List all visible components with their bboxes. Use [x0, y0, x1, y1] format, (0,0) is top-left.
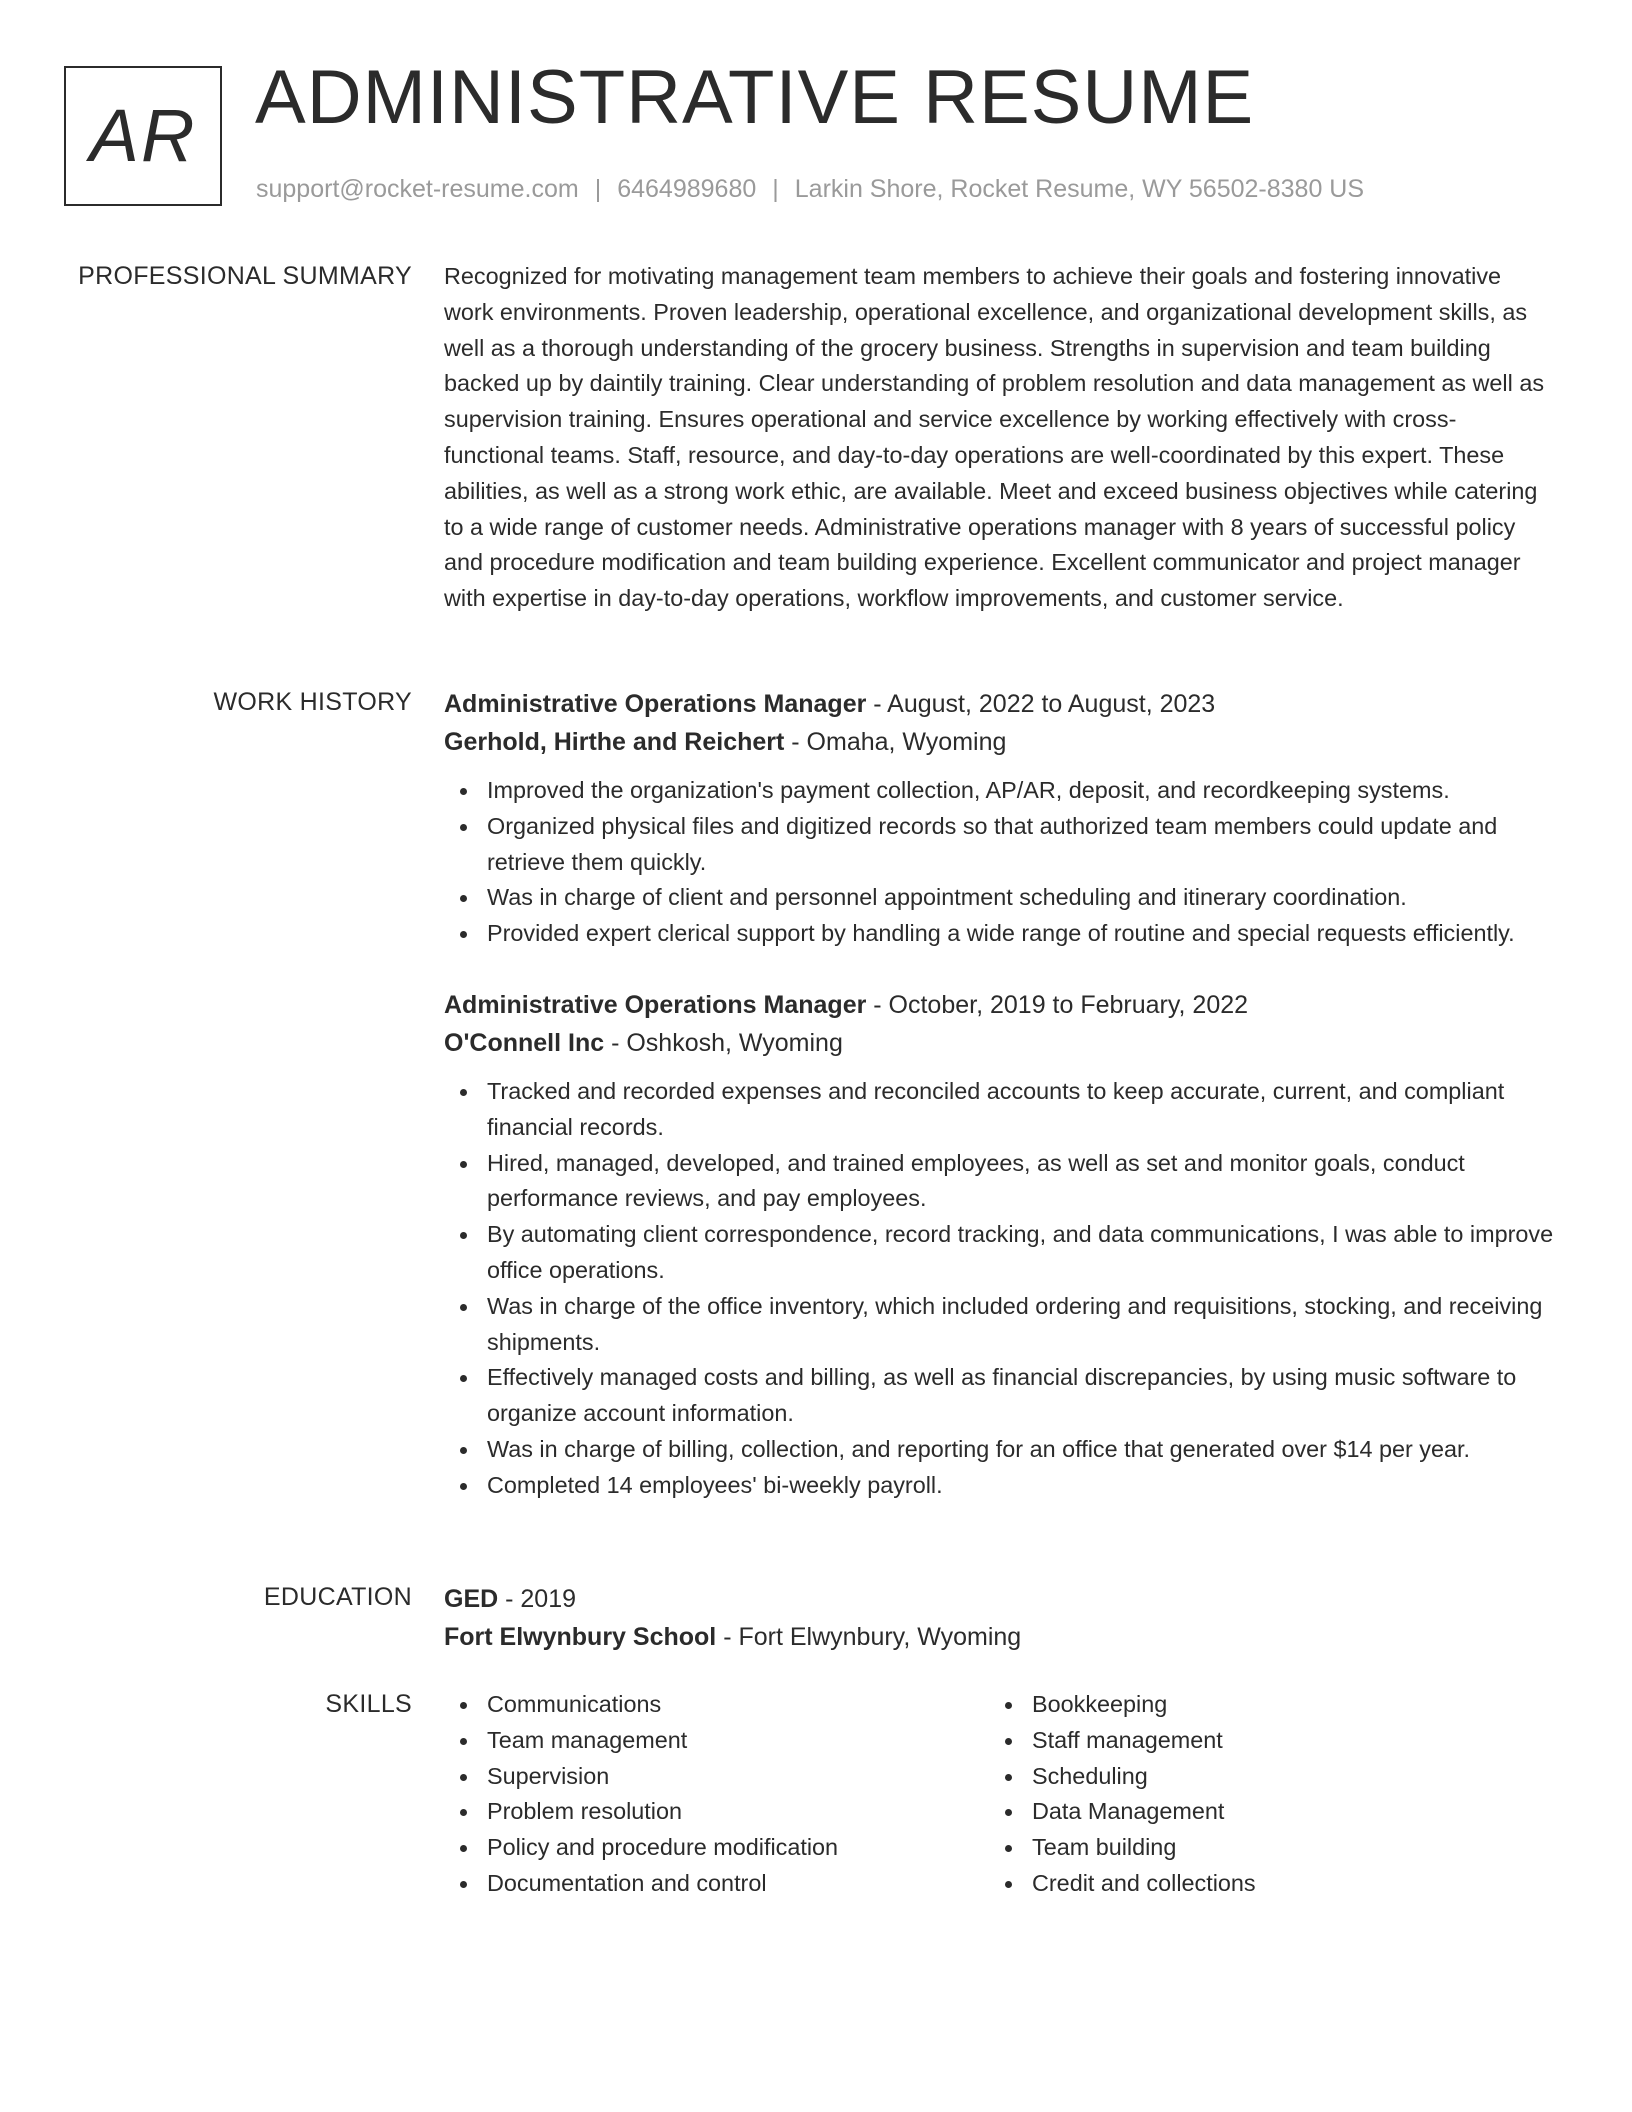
- skill-item: Staff management: [989, 1723, 1534, 1759]
- skills-label: SKILLS: [325, 1690, 412, 1718]
- monogram-initials: AR: [89, 94, 197, 177]
- skill-item: Supervision: [444, 1759, 989, 1795]
- monogram-box: [64, 66, 222, 206]
- job-title: Administrative Operations Manager: [444, 990, 867, 1019]
- job-title-line: [444, 685, 1556, 723]
- skills-list: [989, 1687, 1534, 1902]
- skill-item: Data Management: [989, 1794, 1534, 1830]
- education-label: EDUCATION: [263, 1583, 412, 1611]
- job-dates: - October, 2019 to February, 2022: [866, 990, 1249, 1019]
- skills-column-right: [989, 1687, 1534, 1902]
- contact-separator: |: [772, 175, 779, 203]
- skill-item: Bookkeeping: [989, 1687, 1534, 1723]
- job-bullets: [444, 1074, 1556, 1504]
- education-year: - 2019: [498, 1585, 577, 1613]
- work-history-label: WORK HISTORY: [213, 688, 412, 716]
- job-bullet: Hired, managed, developed, and trained employees, as well as set and monitor goals, conduct performance reviews, and pay employees.: [444, 1146, 1556, 1218]
- skills-list: [444, 1687, 989, 1902]
- contact-phone: 6464989680: [617, 175, 757, 203]
- job-location: - Omaha, Wyoming: [784, 728, 1007, 756]
- resume-title: ADMINISTRATIVE RESUME: [255, 55, 1255, 140]
- education-body: [444, 1580, 1556, 1656]
- job-bullet: Improved the organization's payment collection, AP/AR, deposit, and recordkeeping systems.: [444, 773, 1556, 809]
- contact-line: [256, 174, 1364, 204]
- contact-email: support@rocket-resume.com: [256, 175, 579, 203]
- job-bullet: Provided expert clerical support by handling a wide range of routine and special requests efficiently.: [444, 916, 1556, 952]
- job-bullets: [444, 773, 1556, 952]
- summary-label: PROFESSIONAL SUMMARY: [78, 262, 412, 290]
- job-bullet: By automating client correspondence, record tracking, and data communications, I was able to improve office operations.: [444, 1217, 1556, 1289]
- contact-address: Larkin Shore, Rocket Resume, WY 56502-8380 US: [794, 175, 1365, 203]
- job-bullet: Organized physical files and digitized records so that authorized team members could update and retrieve them quickly.: [444, 809, 1556, 881]
- job-title-line: [444, 986, 1556, 1024]
- job-dates: - August, 2022 to August, 2023: [866, 690, 1216, 718]
- job-company-line: [444, 1024, 1556, 1062]
- job-bullet: Was in charge of the office inventory, which included ordering and requisitions, stocking, and receiving shipments.: [444, 1289, 1556, 1361]
- job-location: - Oshkosh, Wyoming: [604, 1028, 843, 1057]
- work-history-body: [444, 685, 1556, 1504]
- job-title: Administrative Operations Manager: [444, 690, 867, 718]
- job-bullet: Tracked and recorded expenses and reconciled accounts to keep accurate, current, and compliant financial records.: [444, 1074, 1556, 1146]
- education-school-line: [444, 1618, 1556, 1656]
- summary-body: [444, 259, 1556, 617]
- job-bullet: Effectively managed costs and billing, as well as financial discrepancies, by using music software to organize account information.: [444, 1360, 1556, 1432]
- skill-item: Credit and collections: [989, 1866, 1534, 1902]
- skills-grid: [444, 1687, 1556, 1902]
- job-bullet: Completed 14 employees' bi-weekly payroll.: [444, 1468, 1556, 1504]
- education-school: Fort Elwynbury School: [444, 1623, 717, 1651]
- skill-item: Communications: [444, 1687, 989, 1723]
- job-entry: [444, 986, 1556, 1504]
- skills-column-left: [444, 1687, 989, 1902]
- skill-item: Policy and procedure modification: [444, 1830, 989, 1866]
- education-degree-line: [444, 1580, 1556, 1618]
- job-entry: [444, 685, 1556, 952]
- skill-item: Team building: [989, 1830, 1534, 1866]
- job-bullet: Was in charge of billing, collection, and reporting for an office that generated over $14 per year.: [444, 1432, 1556, 1468]
- skill-item: Team management: [444, 1723, 989, 1759]
- job-company: Gerhold, Hirthe and Reichert: [444, 728, 785, 756]
- education-location: - Fort Elwynbury, Wyoming: [716, 1623, 1022, 1651]
- job-bullet: Was in charge of client and personnel appointment scheduling and itinerary coordination.: [444, 880, 1556, 916]
- contact-separator: |: [594, 175, 602, 203]
- job-company-line: [444, 723, 1556, 761]
- skills-body: [444, 1687, 1556, 1902]
- job-company: O'Connell Inc: [444, 1028, 605, 1057]
- skill-item: Problem resolution: [444, 1794, 989, 1830]
- education-degree: GED: [444, 1585, 499, 1613]
- summary-text: Recognized for motivating management team members to achieve their goals and fostering innovative work environments. Proven leadership, operational excellence, and organizational development skills, as well as a thorough understanding of the grocery business. Strengths in supervision and team building backed up by daintily training. Clear understanding of problem resolution and data management as well as supervision training. Ensures operational and service excellence by working effectively with cross-functional teams. Staff, resource, and day-to-day operations are well-coordinated by this expert. These abilities, as well as a strong work ethic, are available. Meet and exceed business objectives while catering to a wide range of customer needs. Administrative operations manager with 8 years of successful policy and procedure modification and team building experience. Excellent communicator and project manager with expertise in day-to-day operations, workflow improvements, and customer service.: [444, 263, 1545, 612]
- skill-item: Documentation and control: [444, 1866, 989, 1902]
- skill-item: Scheduling: [989, 1759, 1534, 1795]
